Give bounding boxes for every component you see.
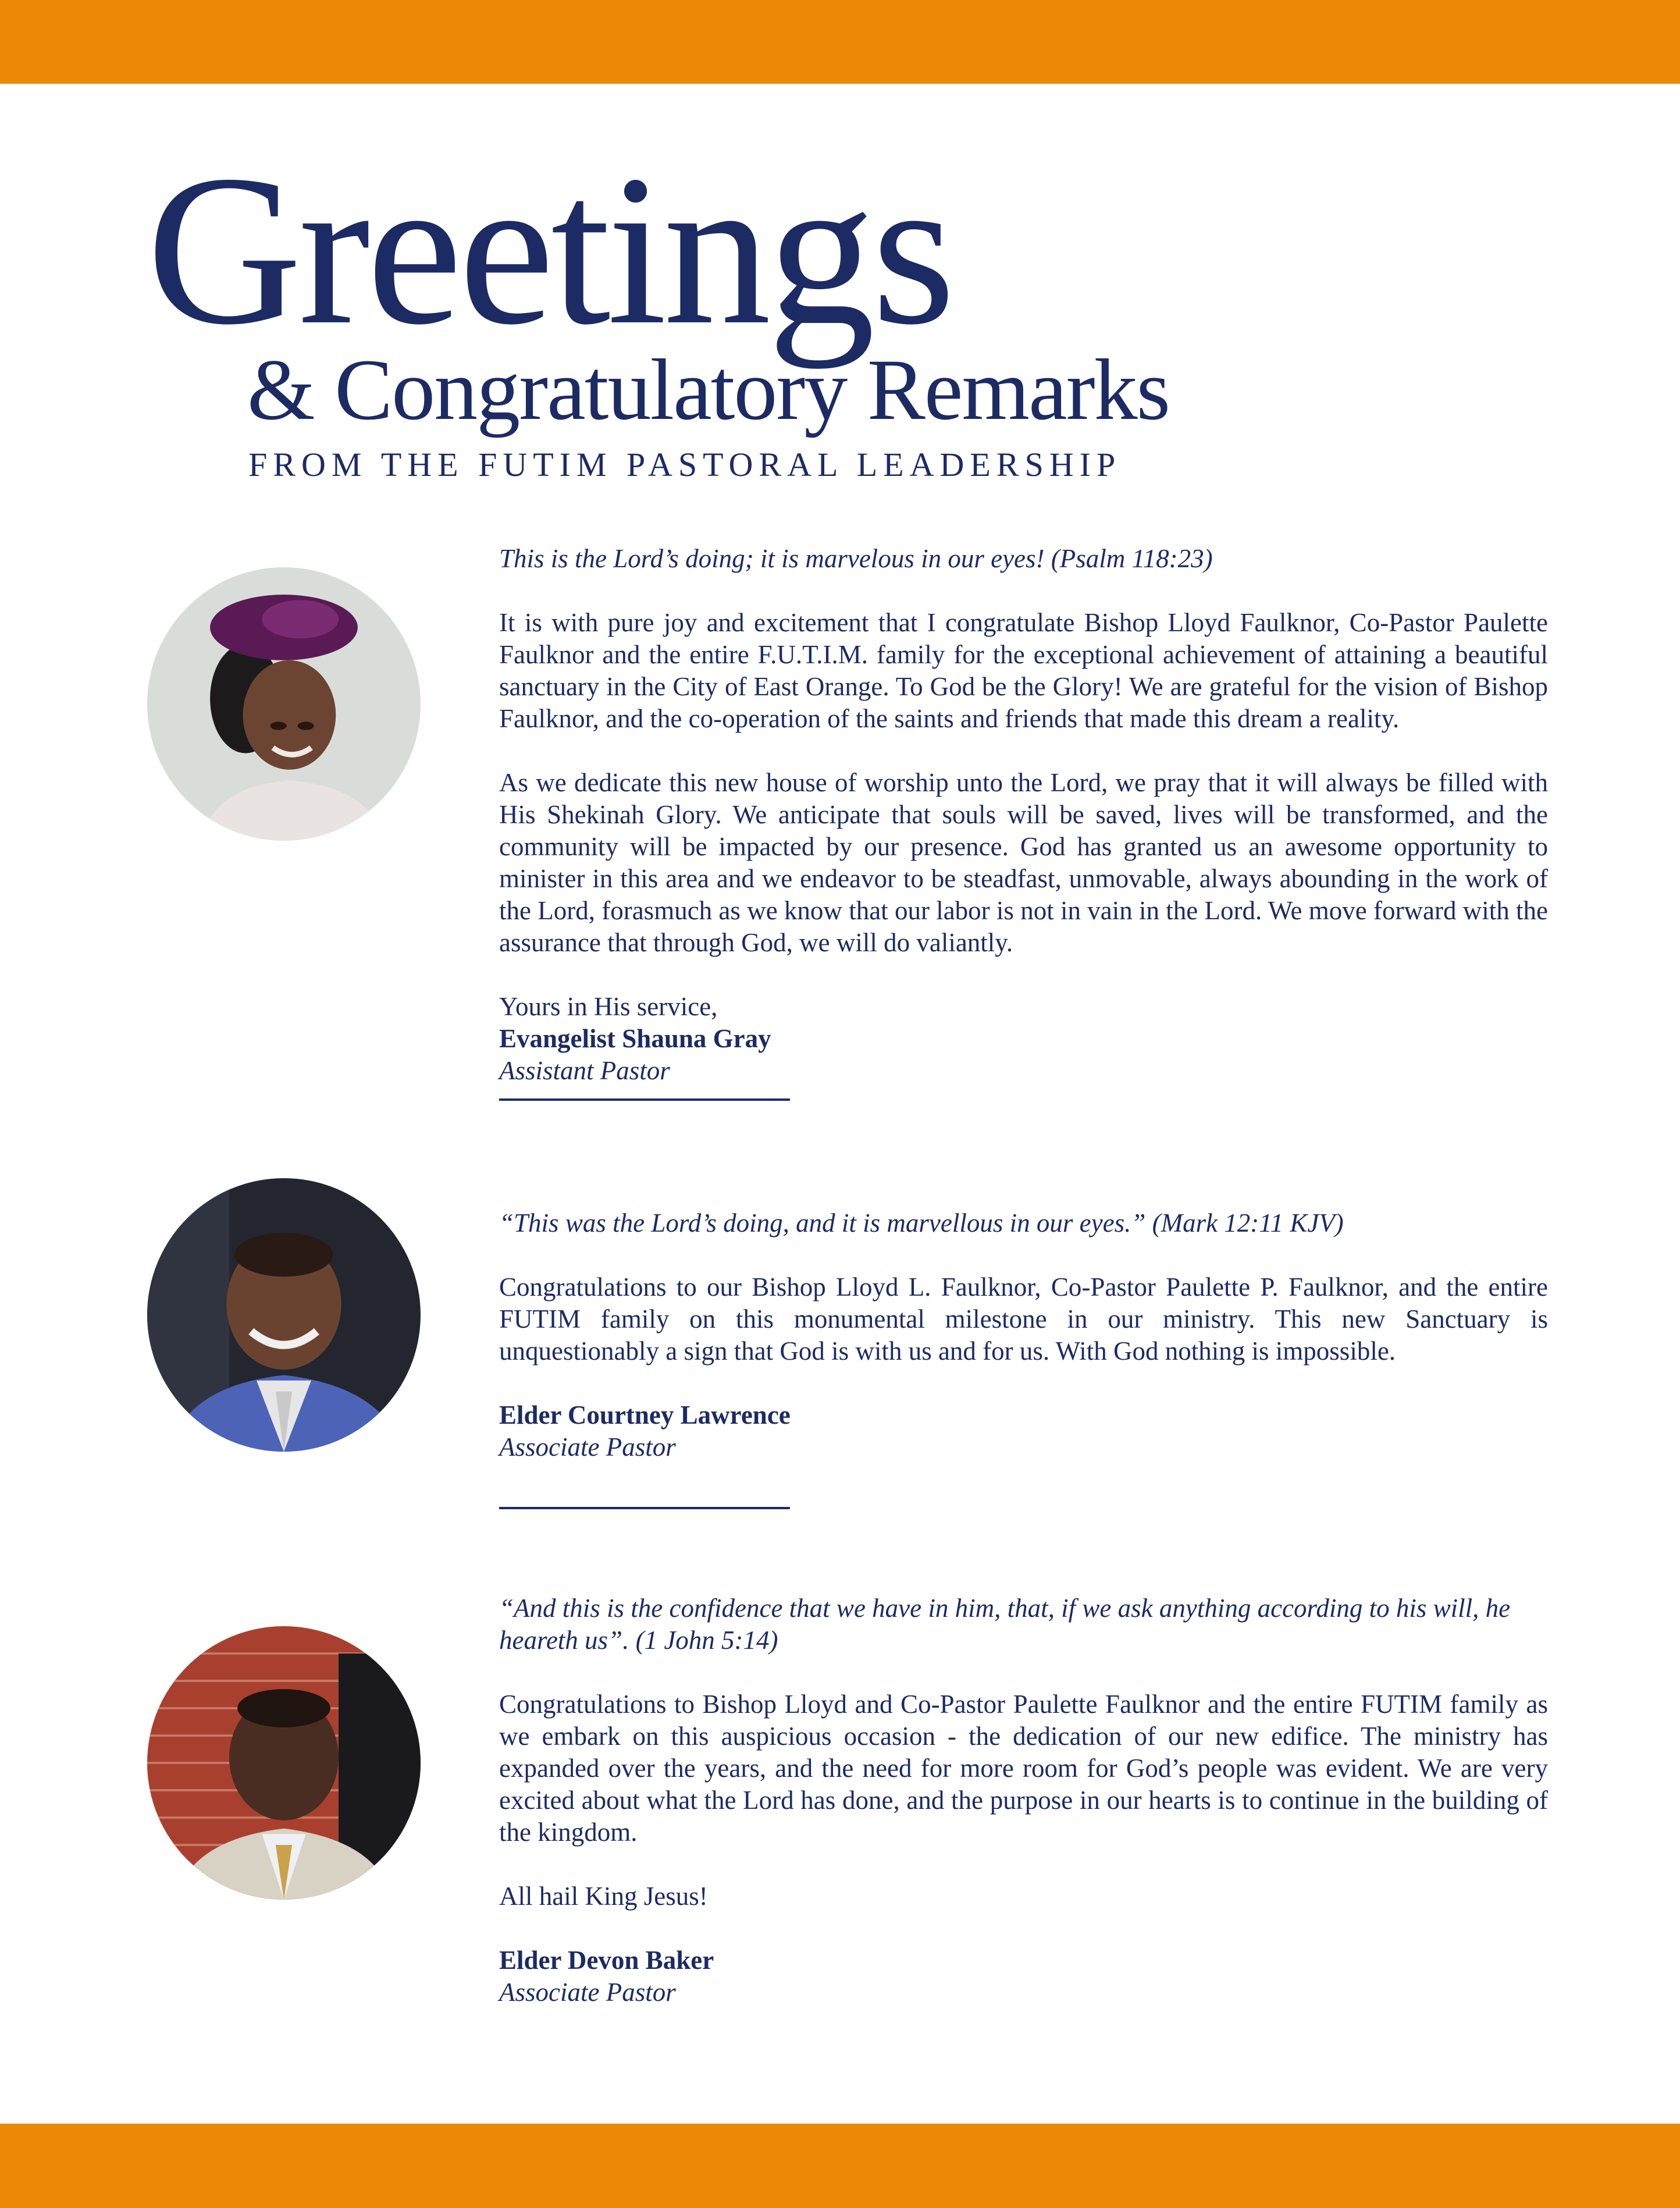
- letter-shauna-gray: [499, 543, 1548, 1101]
- letter-paragraph: Congratulations to our Bishop Lloyd L. Faulknor, Co-Pastor Paulette P. Faulknor, and the entire FUTIM family on this monumental milestone in our ministry. This new Sanctuary is unquestionably a sign that God is with us and for us. With God nothing is impossible.: [499, 1272, 1548, 1366]
- section-divider: [499, 1098, 790, 1101]
- section-divider: [499, 1507, 790, 1509]
- letter-verse: “And this is the confidence that we have in him, that, if we ask anything according to his will, he heareth us”. (1 John 5:14): [499, 1594, 1511, 1655]
- letter-verse: “This was the Lord’s doing, and it is marvellous in our eyes.” (Mark 12:11 KJV): [499, 1208, 1344, 1238]
- signer-name: Elder Courtney Lawrence: [499, 1400, 791, 1430]
- portrait-photo-devon-baker: [147, 1626, 421, 1900]
- signer-name: Evangelist Shauna Gray: [499, 1024, 771, 1053]
- top-orange-band: [0, 0, 1680, 84]
- letter-paragraph: All hail King Jesus!: [499, 1882, 708, 1911]
- signer-role: Associate Pastor: [499, 1432, 676, 1462]
- letter-closing: Yours in His service,: [499, 992, 718, 1021]
- page-subtitle: & Congratulatory Remarks: [247, 342, 1170, 438]
- letter-courtney-lawrence: [499, 1207, 1548, 1509]
- man-portrait-icon: [147, 1626, 421, 1900]
- page-title: Greetings: [147, 131, 952, 369]
- signer-role: Assistant Pastor: [499, 1056, 670, 1085]
- letter-paragraph: It is with pure joy and excitement that I congratulate Bishop Lloyd Faulknor, Co-Pastor Paulette Faulknor and the entire F.U.T.I.M. family for the exceptional achievement of attaining a beautiful sanctuary in the City of East Orange. To God be the Glory! We are grateful for the vision of Bishop Faulknor, and the co-operation of the saints and friends that made this dream a reality.: [499, 608, 1548, 733]
- letter-paragraph: As we dedicate this new house of worship unto the Lord, we pray that it will always be filled with His Shekinah Glory. We anticipate that souls will be saved, lives will be transformed, and the community will be impacted by our presence. God has granted us an awesome opportunity to minister in this area and we endeavor to be steadfast, unmovable, always abounding in the work of the Lord, forasmuch as we know that our labor is not in vain in the Lord. We move forward with the assurance that through God, we will do valiantly.: [499, 768, 1548, 957]
- man-portrait-icon: [147, 1178, 421, 1452]
- page-kicker: FROM THE FUTIM PASTORAL LEADERSHIP: [248, 446, 1122, 483]
- signer-name: Elder Devon Baker: [499, 1946, 714, 1975]
- letter-verse: This is the Lord’s doing; it is marvelous in our eyes! (Psalm 118:23): [499, 544, 1213, 573]
- letter-paragraph: Congratulations to Bishop Lloyd and Co-Pastor Paulette Faulknor and the entire FUTIM family as we embark on this auspicious occasion - the dedication of our new edifice. The ministry has expanded over the years, and the need for more room for God’s people was evident. We are very excited about what the Lord has done, and the purpose in our hearts is to continue in the building of the kingdom.: [499, 1690, 1548, 1847]
- bottom-orange-band: [0, 2124, 1680, 2208]
- signer-role: Associate Pastor: [499, 1978, 676, 2007]
- letter-devon-baker: [499, 1592, 1548, 2008]
- woman-portrait-icon: [147, 567, 421, 841]
- portrait-photo-shauna-gray: [147, 567, 421, 841]
- portrait-photo-courtney-lawrence: [147, 1178, 421, 1452]
